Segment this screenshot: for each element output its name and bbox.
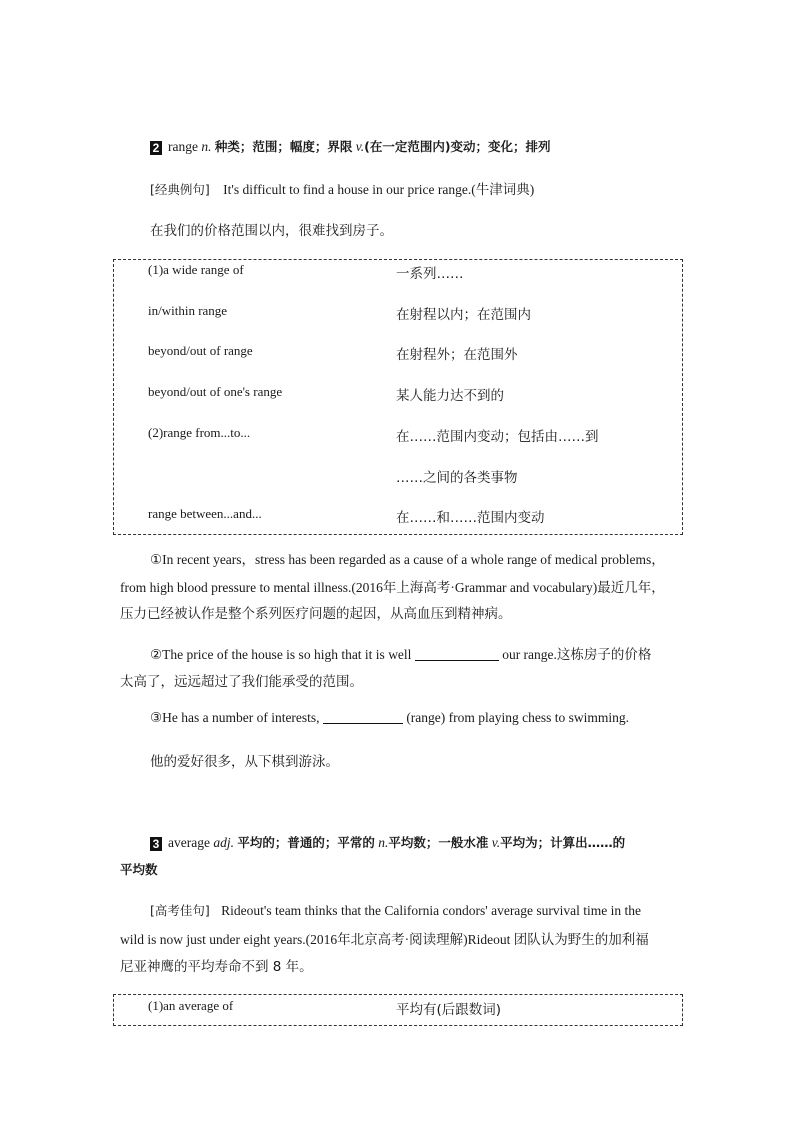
phrase-english: (1)an average of bbox=[148, 998, 234, 1013]
entry-heading-average bbox=[150, 833, 625, 851]
example-3-line-2: 他的爱好很多，从下棋到游泳。 bbox=[150, 754, 339, 770]
phrase-english: beyond/out of range bbox=[148, 343, 253, 359]
definition: (在一定范围内)变动；变化；排列 bbox=[364, 139, 551, 154]
example-line-3: 尼亚神鹰的平均寿命不到 8 年。 bbox=[120, 959, 313, 975]
part-of-speech: v. bbox=[355, 139, 365, 154]
example-translation: 在我们的价格范围以内，很难找到房子。 bbox=[150, 223, 393, 239]
entry-heading-range bbox=[150, 137, 551, 155]
example-3-line-1 bbox=[150, 710, 629, 726]
phrase-english: (2)range from...to... bbox=[148, 424, 251, 440]
definition: 平均为；计算出……的 bbox=[500, 835, 626, 850]
phrase-english: (1)a wide range of bbox=[148, 262, 244, 277]
phrase-chinese: 某人能力达不到的 bbox=[396, 388, 504, 405]
example-english: Rideout's team thinks that the California condors' average survival time in the bbox=[221, 903, 642, 918]
definition: 种类；范围；幅度；界限 bbox=[214, 139, 353, 154]
example-2-line-1 bbox=[150, 643, 651, 663]
example-tag: [高考佳句] bbox=[150, 903, 210, 918]
definition: 平均数；一般水准 bbox=[388, 835, 489, 850]
phrase-chinese: ……之间的各类事物 bbox=[396, 469, 518, 486]
example-2-line-2: 太高了，远远超过了我们能承受的范围。 bbox=[120, 674, 363, 690]
example-1-line-3: 压力已经被认作是整个系列医疗问题的起因，从高血压到精神病。 bbox=[120, 606, 512, 622]
part-of-speech: n. bbox=[201, 139, 212, 154]
definition-continued: 平均数 bbox=[120, 862, 158, 877]
part-of-speech: n. bbox=[378, 835, 389, 850]
part-of-speech: adj. bbox=[213, 835, 234, 850]
phrase-english: in/within range bbox=[148, 302, 228, 318]
phrase-chinese: 在射程以内；在范围内 bbox=[396, 306, 531, 323]
phrase-chinese: 平均有(后跟数词) bbox=[396, 1002, 502, 1018]
example-line-2: wild is now just under eight years.(2016年北京高考·阅读理解)Rideout 团队认为野生的加利福 bbox=[120, 932, 649, 947]
phrase-chinese: 在……范围内变动；包括由……到 bbox=[396, 428, 599, 445]
phrase-chinese: 在……和……范围内变动 bbox=[396, 510, 545, 527]
example-3-text: (range) from playing chess to swimming. bbox=[406, 710, 630, 725]
fill-in-blank[interactable] bbox=[323, 723, 403, 724]
example-sentence bbox=[150, 901, 641, 919]
phrase-chinese: 一系列…… bbox=[396, 266, 464, 282]
entry-number-badge: 2 bbox=[150, 141, 162, 155]
example-english: It's difficult to find a house in our price range.(牛津词典) bbox=[223, 182, 535, 197]
fill-in-blank[interactable] bbox=[415, 660, 499, 661]
headword: average bbox=[168, 835, 210, 850]
part-of-speech: v. bbox=[491, 835, 501, 850]
headword: range bbox=[168, 139, 198, 154]
phrase-english: range between...and... bbox=[148, 506, 262, 522]
example-2-text: ②The price of the house is so high that it is well bbox=[150, 647, 412, 662]
example-1-line-2: from high blood pressure to mental illness.(2016年上海高考·Grammar and vocabulary)最近几年， bbox=[120, 580, 665, 595]
definition: 平均的；普通的；平常的 bbox=[237, 835, 375, 850]
example-2-text: our range.这栋房子的价格 bbox=[502, 647, 652, 662]
entry-number-badge: 3 bbox=[150, 837, 162, 851]
phrase-english: beyond/out of one's range bbox=[148, 384, 283, 400]
example-sentence bbox=[150, 178, 534, 198]
phrase-chinese: 在射程外；在范围外 bbox=[396, 347, 518, 364]
example-tag: [经典例句] bbox=[150, 182, 210, 197]
example-3-text: ③He has a number of interests, bbox=[150, 710, 320, 725]
example-1-line-1: ①In recent years，stress has been regarded as a cause of a whole range of medical problems， bbox=[150, 552, 665, 567]
